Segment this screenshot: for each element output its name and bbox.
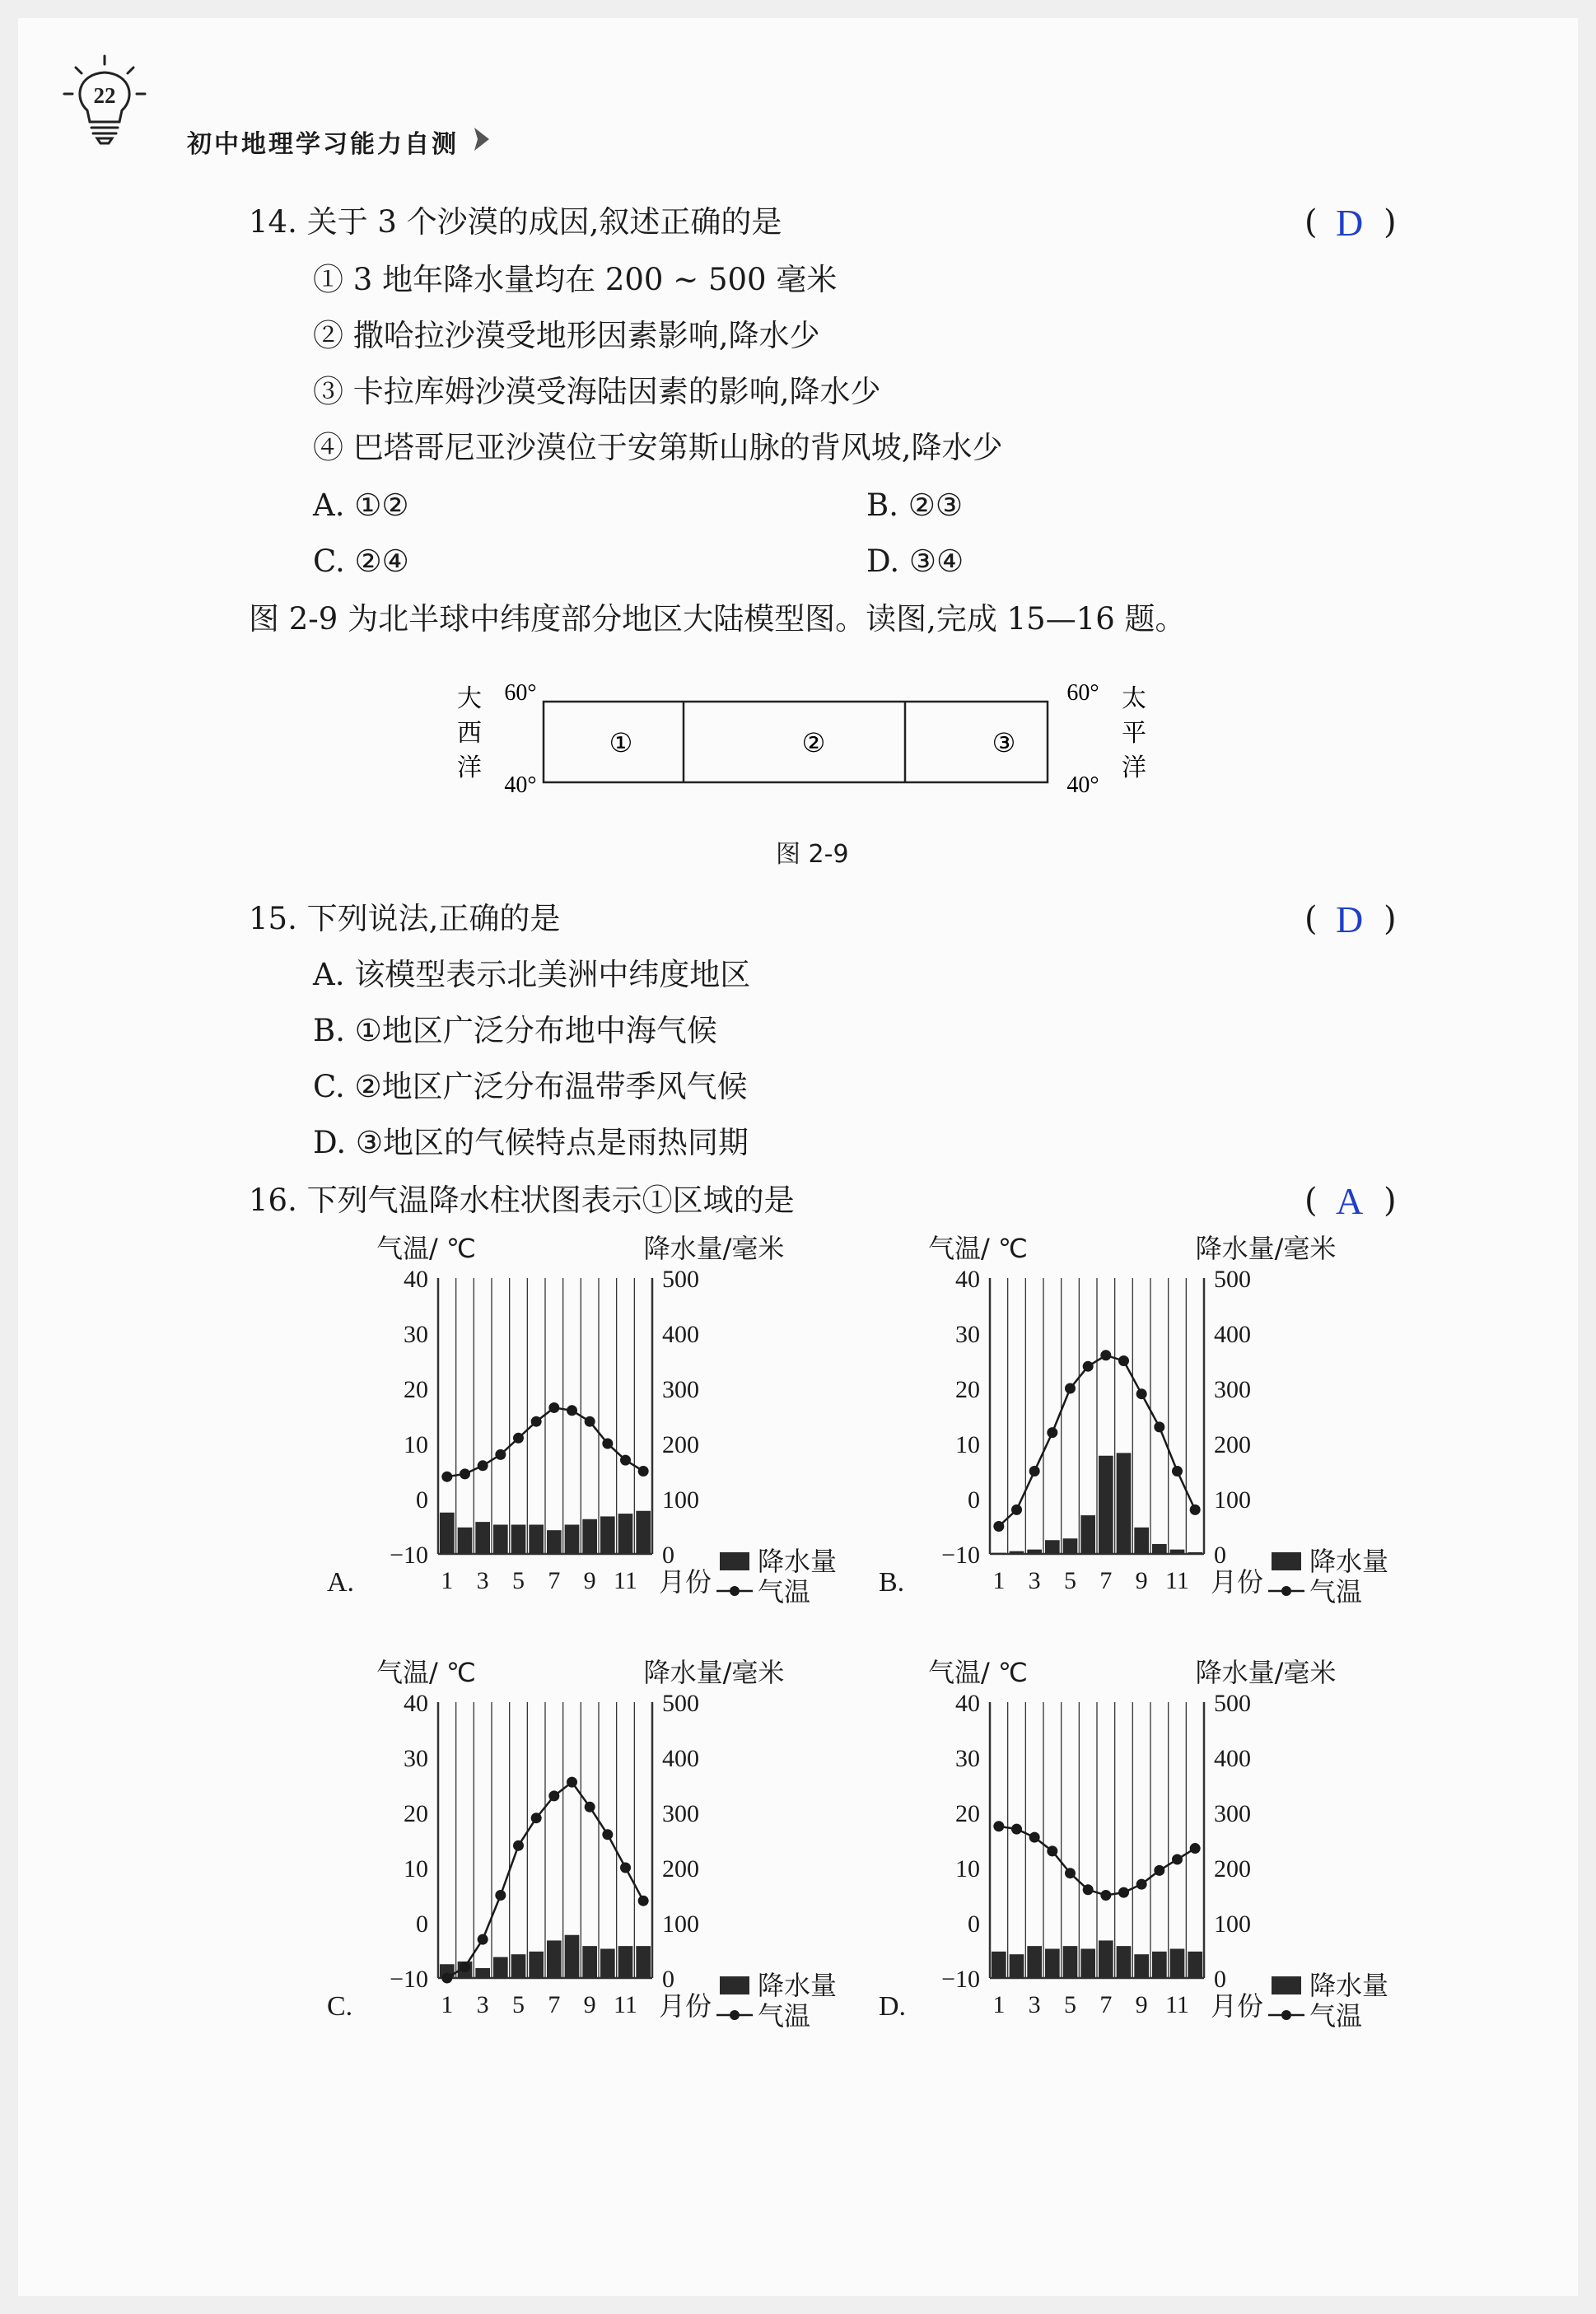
- temp-point: [441, 1472, 452, 1482]
- precip-bar: [1027, 1946, 1042, 1978]
- legend-temp-point: [1281, 2010, 1291, 2020]
- precip-tick-label: 100: [1214, 1910, 1251, 1938]
- temp-point: [1118, 1355, 1129, 1366]
- precip-tick-label: 500: [1214, 1690, 1251, 1717]
- precip-bar: [493, 1957, 508, 1978]
- q15-option-b[interactable]: B. ①地区广泛分布地中海气候: [313, 1013, 717, 1048]
- precip-bar: [582, 1519, 597, 1554]
- q15-paren-open: (: [1304, 900, 1318, 938]
- temp-point: [1136, 1879, 1147, 1890]
- region-2-label: ②: [801, 728, 826, 758]
- precip-bar: [529, 1524, 544, 1554]
- temp-tick-label: 40: [404, 1266, 428, 1293]
- temp-point: [1100, 1350, 1111, 1360]
- precip-bar: [618, 1514, 633, 1554]
- temp-tick-label: 20: [955, 1800, 980, 1827]
- temp-tick-label: 20: [404, 1376, 428, 1403]
- month-axis-title: 月份: [1211, 1990, 1264, 2022]
- temp-tick-label: 0: [968, 1910, 980, 1938]
- q15-stem: 15. 下列说法,正确的是: [249, 901, 561, 936]
- precip-bar: [458, 1528, 473, 1554]
- legend-precip-label: 降水量: [1309, 1970, 1389, 2001]
- temp-tick-label: 30: [955, 1745, 980, 1772]
- temp-tick-label: −10: [390, 1542, 428, 1569]
- legend-temp-label: 气温: [1309, 1576, 1363, 1607]
- legend-temp-label: 气温: [758, 1576, 811, 1607]
- temp-point: [531, 1416, 542, 1427]
- climate-chart-a: [298, 1229, 891, 1657]
- temp-axis-title: 气温/ ℃: [928, 1657, 1028, 1688]
- precip-bar: [1134, 1954, 1149, 1978]
- precip-tick-label: 0: [1214, 1966, 1226, 1993]
- latitude-label: 60°: [504, 680, 537, 706]
- figure-caption: 图 2-9: [776, 840, 849, 869]
- temp-tick-label: 40: [955, 1266, 980, 1293]
- legend-precip-swatch: [1272, 1976, 1301, 1994]
- legend-temp-label: 气温: [1309, 2000, 1363, 2032]
- precip-bar: [1117, 1453, 1132, 1554]
- temp-point: [441, 1973, 452, 1984]
- temp-point: [638, 1466, 649, 1477]
- precip-bar: [636, 1946, 651, 1978]
- legend-temp-point: [1281, 1586, 1291, 1596]
- precip-bar: [547, 1530, 562, 1554]
- temp-tick-label: 10: [404, 1431, 428, 1458]
- precip-tick-label: 400: [662, 1321, 699, 1348]
- temp-point: [1011, 1824, 1022, 1835]
- precip-tick-label: 500: [662, 1266, 699, 1293]
- temp-point: [513, 1433, 524, 1444]
- temp-point: [620, 1863, 631, 1873]
- temp-point: [495, 1449, 506, 1460]
- precip-tick-label: 0: [1214, 1542, 1226, 1569]
- precip-bar: [565, 1935, 580, 1978]
- temp-tick-label: 0: [968, 1486, 980, 1514]
- temp-point: [1154, 1421, 1164, 1432]
- q14-stem: 14. 关于 3 个沙漠的成因,叙述正确的是: [249, 204, 782, 240]
- precip-bar: [1010, 1551, 1024, 1554]
- precip-bar: [1063, 1538, 1078, 1554]
- month-tick-label: 1: [992, 1567, 1006, 1594]
- precip-tick-label: 200: [662, 1431, 699, 1458]
- temp-tick-label: 10: [955, 1855, 980, 1882]
- precip-tick-label: 0: [662, 1542, 674, 1569]
- temp-point: [585, 1802, 595, 1812]
- q14-statement: ② 撒哈拉沙漠受地形因素影响,降水少: [313, 318, 820, 353]
- precip-bar: [1045, 1948, 1060, 1978]
- temp-point: [993, 1821, 1004, 1831]
- figure-2-9: [430, 669, 1188, 817]
- precip-tick-label: 300: [1214, 1800, 1251, 1827]
- precip-tick-label: 100: [662, 1486, 699, 1514]
- temp-tick-label: 20: [955, 1376, 980, 1403]
- month-tick-label: 11: [1165, 1991, 1189, 2018]
- month-tick-label: 7: [1099, 1567, 1113, 1594]
- month-tick-label: 9: [583, 1567, 596, 1594]
- temp-tick-label: −10: [941, 1542, 980, 1569]
- precip-bar: [992, 1553, 1006, 1554]
- precip-bar: [511, 1524, 526, 1554]
- precip-bar: [1080, 1515, 1095, 1554]
- q14-option-b[interactable]: B. ②③: [866, 488, 964, 523]
- precip-bar: [1134, 1528, 1149, 1554]
- q15-answer: D: [1336, 898, 1364, 940]
- precip-axis-title: 降水量/毫米: [1195, 1233, 1337, 1264]
- legend-precip-swatch: [720, 1976, 749, 1994]
- latitude-label: 40°: [504, 772, 537, 798]
- q16-answer: A: [1336, 1180, 1364, 1222]
- q14-option-a[interactable]: A. ①②: [313, 488, 409, 523]
- temp-point: [1029, 1832, 1040, 1843]
- temp-point: [1154, 1865, 1164, 1876]
- month-tick-label: 11: [1165, 1567, 1189, 1594]
- precip-bar: [475, 1522, 490, 1554]
- temp-point: [1029, 1466, 1040, 1477]
- precip-tick-label: 200: [1214, 1431, 1251, 1458]
- month-tick-label: 11: [614, 1991, 637, 2018]
- temp-point: [478, 1460, 488, 1471]
- latitude-label: 60°: [1066, 680, 1099, 706]
- month-tick-label: 9: [1135, 1567, 1148, 1594]
- precip-bar: [618, 1946, 633, 1978]
- temp-point: [638, 1896, 649, 1906]
- legend-temp-label: 气温: [758, 2000, 811, 2032]
- precip-bar: [582, 1946, 597, 1978]
- q16-paren-open: (: [1304, 1182, 1318, 1220]
- temp-tick-label: 20: [404, 1800, 428, 1827]
- lightbulb-icon: [59, 51, 150, 150]
- temp-point: [1011, 1505, 1022, 1515]
- month-tick-label: 7: [548, 1567, 561, 1594]
- climate-chart-c: [298, 1653, 891, 2081]
- temp-point: [1047, 1427, 1057, 1438]
- precip-bar: [1188, 1552, 1202, 1554]
- precip-tick-label: 200: [662, 1855, 699, 1882]
- temp-point: [1190, 1843, 1201, 1854]
- temp-point: [620, 1455, 631, 1466]
- month-axis-title: 月份: [659, 1566, 712, 1598]
- month-tick-label: 7: [548, 1991, 561, 2018]
- month-tick-label: 5: [512, 1567, 525, 1594]
- precip-bar: [600, 1516, 615, 1554]
- temp-tick-label: 30: [404, 1745, 428, 1772]
- month-tick-label: 9: [1135, 1991, 1148, 2018]
- temp-point: [1047, 1845, 1057, 1856]
- q14-answer: D: [1336, 202, 1364, 244]
- precip-axis-title: 降水量/毫米: [1195, 1657, 1337, 1688]
- ocean-label-atlantic: 洋: [457, 753, 482, 782]
- precip-tick-label: 500: [662, 1690, 699, 1717]
- precip-bar: [493, 1524, 508, 1554]
- q14-statement: ④ 巴塔哥尼亚沙漠位于安第斯山脉的背风坡,降水少: [313, 430, 1003, 465]
- chart-option-label: D.: [879, 1991, 907, 2022]
- precip-bar: [1099, 1940, 1113, 1978]
- month-tick-label: 3: [476, 1991, 489, 2018]
- precip-bar: [1027, 1550, 1042, 1554]
- temp-point: [460, 1962, 470, 1972]
- ocean-label-pacific: 洋: [1122, 753, 1146, 782]
- temp-point: [1172, 1854, 1183, 1864]
- precip-tick-label: 100: [1214, 1486, 1251, 1514]
- temp-point: [548, 1402, 559, 1413]
- month-tick-label: 9: [583, 1991, 596, 2018]
- month-tick-label: 3: [1028, 1991, 1041, 2018]
- temp-tick-label: −10: [390, 1966, 428, 1993]
- temp-point: [531, 1812, 542, 1823]
- q16-paren-close: ): [1384, 1182, 1397, 1220]
- precip-axis-title: 降水量/毫米: [643, 1657, 785, 1688]
- temp-point: [1100, 1890, 1111, 1901]
- q15-option-c[interactable]: C. ②地区广泛分布温带季风气候: [313, 1069, 748, 1104]
- chart-option-label: C.: [327, 1991, 353, 2022]
- precip-bar: [1099, 1456, 1113, 1554]
- intro-text: 图 2-9 为北半球中纬度部分地区大陆模型图。读图,完成 15—16 题。: [249, 601, 1186, 637]
- q14-statement: ③ 卡拉库姆沙漠受海陆因素的影响,降水少: [313, 374, 881, 409]
- climate-chart-b: [850, 1229, 1443, 1657]
- temp-point: [1065, 1868, 1076, 1878]
- precip-bar: [1152, 1952, 1167, 1978]
- precip-bar: [529, 1952, 544, 1978]
- month-tick-label: 5: [1064, 1991, 1076, 2018]
- precip-bar: [1063, 1946, 1078, 1978]
- precip-bar: [1170, 1948, 1185, 1978]
- month-axis-title: 月份: [1211, 1566, 1264, 1598]
- precip-bar: [440, 1513, 455, 1554]
- legend-precip-swatch: [720, 1552, 749, 1570]
- precip-tick-label: 300: [662, 1800, 699, 1827]
- ocean-label-atlantic: 西: [457, 719, 482, 748]
- q14-option-d[interactable]: D. ③④: [866, 544, 964, 579]
- precip-bar: [1170, 1550, 1185, 1554]
- precip-bar: [565, 1524, 580, 1554]
- precip-tick-label: 400: [662, 1745, 699, 1772]
- temp-tick-label: 30: [955, 1321, 980, 1348]
- temp-point: [1083, 1884, 1094, 1895]
- month-axis-title: 月份: [659, 1990, 712, 2022]
- book-title: 初中地理学习能力自测: [187, 130, 459, 159]
- region-3-label: ③: [992, 728, 1016, 758]
- month-tick-label: 1: [441, 1991, 454, 2018]
- ocean-label-pacific: 太: [1122, 684, 1146, 713]
- precip-axis-title: 降水量/毫米: [643, 1233, 785, 1264]
- precip-tick-label: 400: [1214, 1745, 1251, 1772]
- precip-bar: [1045, 1540, 1060, 1554]
- climate-chart-d: [850, 1653, 1443, 2081]
- precip-tick-label: 100: [662, 1910, 699, 1938]
- legend-precip-label: 降水量: [1309, 1546, 1389, 1577]
- ocean-label-atlantic: 大: [457, 684, 482, 713]
- precip-tick-label: 300: [662, 1376, 699, 1403]
- latitude-label: 40°: [1066, 772, 1099, 798]
- chart-option-label: B.: [879, 1567, 905, 1598]
- precip-tick-label: 500: [1214, 1266, 1251, 1293]
- temp-point: [1172, 1466, 1183, 1477]
- legend-temp-point: [730, 2010, 740, 2020]
- temp-point: [495, 1890, 506, 1901]
- temp-point: [602, 1439, 613, 1449]
- precip-bar: [992, 1952, 1006, 1978]
- temp-point: [993, 1521, 1004, 1532]
- q15-option-a[interactable]: A. 该模型表示北美洲中纬度地区: [313, 957, 751, 992]
- temp-point: [602, 1829, 613, 1840]
- month-tick-label: 5: [512, 1991, 525, 2018]
- temp-point: [1136, 1388, 1147, 1399]
- q14-paren-close: ): [1384, 203, 1397, 241]
- precip-bar: [1152, 1544, 1167, 1554]
- legend-temp-point: [730, 1586, 740, 1596]
- temp-tick-label: 10: [404, 1855, 428, 1882]
- temp-point: [1190, 1505, 1201, 1515]
- temp-tick-label: −10: [941, 1966, 980, 1993]
- q14-paren-open: (: [1304, 203, 1318, 241]
- month-tick-label: 3: [1028, 1567, 1041, 1594]
- month-tick-label: 3: [476, 1567, 489, 1594]
- precip-bar: [1010, 1954, 1024, 1978]
- month-tick-label: 5: [1064, 1567, 1076, 1594]
- temp-point: [1083, 1361, 1094, 1372]
- ocean-label-pacific: 平: [1122, 719, 1146, 748]
- legend-precip-label: 降水量: [758, 1546, 838, 1577]
- temp-axis-title: 气温/ ℃: [376, 1657, 476, 1688]
- temp-tick-label: 40: [955, 1690, 980, 1717]
- month-tick-label: 7: [1099, 1991, 1113, 2018]
- legend-precip-label: 降水量: [758, 1970, 838, 2001]
- precip-bar: [475, 1968, 490, 1978]
- precip-tick-label: 200: [1214, 1855, 1251, 1882]
- temp-tick-label: 40: [404, 1690, 428, 1717]
- temp-point: [548, 1790, 559, 1801]
- temp-point: [585, 1416, 595, 1427]
- temp-point: [513, 1840, 524, 1851]
- region-1-label: ①: [609, 728, 633, 758]
- temp-point: [460, 1468, 470, 1479]
- temp-axis-title: 气温/ ℃: [376, 1233, 476, 1264]
- q15-option-d[interactable]: D. ③地区的气候特点是雨热同期: [313, 1125, 749, 1160]
- temp-point: [567, 1405, 577, 1416]
- precip-bar: [1188, 1952, 1202, 1978]
- precip-bar: [1117, 1946, 1132, 1978]
- q15-paren-close: ): [1384, 900, 1397, 938]
- precip-bar: [636, 1511, 651, 1554]
- temp-tick-label: 0: [416, 1486, 428, 1514]
- precip-tick-label: 0: [662, 1966, 674, 1993]
- legend-precip-swatch: [1272, 1552, 1301, 1570]
- page-number: 22: [93, 83, 116, 108]
- q14-option-c[interactable]: C. ②④: [313, 544, 409, 579]
- temp-tick-label: 10: [955, 1431, 980, 1458]
- precip-bar: [600, 1948, 615, 1978]
- temp-tick-label: 0: [416, 1910, 428, 1938]
- q16-stem: 16. 下列气温降水柱状图表示①区域的是: [249, 1183, 795, 1218]
- q14-statement: ① 3 地年降水量均在 200 ~ 500 毫米: [313, 262, 838, 297]
- precip-tick-label: 300: [1214, 1376, 1251, 1403]
- temp-point: [1118, 1887, 1129, 1898]
- precip-bar: [511, 1954, 526, 1978]
- month-tick-label: 1: [441, 1567, 454, 1594]
- month-tick-label: 1: [992, 1991, 1006, 2018]
- precip-bar: [547, 1940, 562, 1978]
- temp-point: [478, 1934, 488, 1945]
- precip-bar: [1080, 1948, 1095, 1978]
- temp-point: [567, 1777, 577, 1788]
- arrow-right-icon: [469, 125, 494, 153]
- precip-tick-label: 400: [1214, 1321, 1251, 1348]
- temp-axis-title: 气温/ ℃: [928, 1233, 1028, 1264]
- chart-option-label: A.: [327, 1567, 355, 1598]
- month-tick-label: 11: [614, 1567, 637, 1594]
- temp-tick-label: 30: [404, 1321, 428, 1348]
- temp-point: [1065, 1383, 1076, 1394]
- page: [18, 18, 1578, 2296]
